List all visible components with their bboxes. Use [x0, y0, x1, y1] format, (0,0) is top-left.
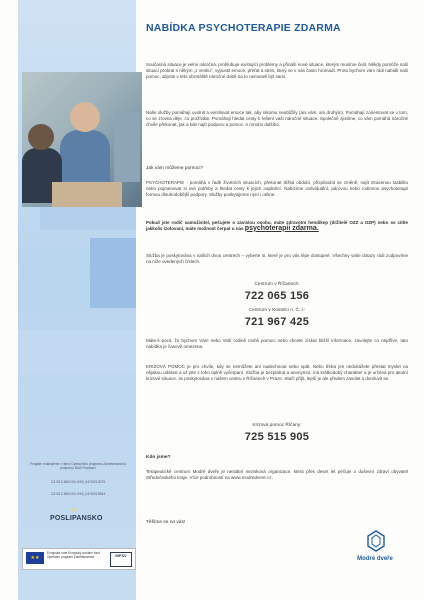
crisis-phone: 725 515 905 [244, 431, 310, 443]
partner-logo-icon: ✦ [70, 505, 78, 515]
crisis-paragraph: KRIZOVÁ POMOC je pro chvíle, kdy se nemůžete ani nadechnout nebo spát. Nebo třeba jen nedokážete přestat myslet na nějakou událost a už jste z toho úplně vyčerpaní. Služba je bezplatná a anonymní, má krátkodobý charakter a je určena pro akutní krizové situace. Je poskytována v našem centru v Říčanech v Praze. Stačí přijít, lepší je ale předem zavolat a domluvit se. [146, 364, 408, 381]
question-heading: Jak vám můžeme pomoci? [146, 166, 204, 171]
eligibility-paragraph [146, 220, 408, 232]
eu-logo-box [22, 548, 136, 570]
contact-paragraph: Máte-li pocit, že bychom Vám nebo Vaší rodině mohli pomoci nebo chcete získat bližší informace, zavolejte co nejdříve, tato nabídka je časově omezena. [146, 338, 408, 349]
about-heading: Kdo jsme? [146, 455, 171, 460]
mpsv-logo: MPSV [110, 552, 132, 567]
intro-paragraph: Současná situace je velmi náročná, prohlubuje existující problémy a přináší nové situace, kterým musíme čelit. Někdy pomůže naši situaci probrat s někým „z venku“, vypustit emoce, přeřat a stres, který se v nás často hromadí. Proto bychom vám rádi nabídli naši pomoc, abyste v této obzvláště náročné době na to nemuseli být sami. [146, 62, 408, 79]
center2-label: Centrum v Kostelci n. Č. l.: [248, 308, 306, 313]
org-logo-text: Modré dveře [357, 556, 393, 562]
free-therapy-link: psychoterapii zdarma. [244, 224, 319, 232]
org-logo [345, 528, 405, 568]
project-code: CZ.03.2.65/0.0/0.0/16_047/0015944 [50, 492, 106, 496]
project-code: CZ.03.2.65/0.0/0.0/16_047/0013079 [50, 480, 106, 484]
program-note: Program realizujeme v rámci Operačního programu Zaměstnanost s podporou MAS Posázaví [29, 462, 127, 471]
sidebar-block [18, 330, 136, 375]
partner-logo: POSLIPANSKO [50, 515, 103, 522]
center1-phone: 722 065 156 [244, 290, 310, 302]
psychotherapy-paragraph: PSYCHOTERAPIE - pomáhá v řadě životních situacích, překonat těžká období, přizpůsobit se změně, najít ztracenou stabilitu nebo pojmenovat si své potřeby a hledat cesty k jejich naplnění. Nabízíme individuální, párovou nebo rodinnou psychoterapii formou dlouhodobější podpory. Služby poskytujeme nyní i online. [146, 180, 408, 197]
services-paragraph: Naše služby pomáhají uvolnit a ventilovat emoce tak, aby nikomu neublížily (ani vám, ani druhým). Pomáhají zorientovat se v tom, co se zrovna děje, co prožíváte. Pomáhají hledat cesty k řešení vaší náročné situace. Společně zjistíme, co vám pomáhá náročné chvíle překonat, jak a kde najít podporu a pomoc. A mnoho dalšího. [146, 110, 408, 127]
eu-flag-icon: ★★ [26, 552, 44, 564]
page-title: NABÍDKA PSYCHOTERAPIE ZDARMA [146, 22, 341, 34]
about-paragraph: Terapeutické centrum Modré dveře je nestátní nezisková organizace, která přes deset let pečuje o duševní zdraví obyvatel Středočeského kraje. Více podrobností na www.modredvere.cz. [146, 469, 408, 480]
closing-text: Těšíme se na vás! [146, 520, 186, 525]
center1-label: Centrum v Říčanech: [254, 282, 300, 287]
sidebar-block [90, 238, 136, 308]
centers-paragraph: Služba je poskytována v našich dvou centrech – vyberte si, které je pro vás lépe dostupné. Všechny vaše dotazy rádi zodpovíme na níže uvedených číslech. [146, 253, 408, 264]
center2-phone: 721 967 425 [244, 316, 310, 328]
eligibility-text: Pokud jste rodič samoživitel, pečujete o závislou osobu, máte zdravotní hendikep (držitelé OZZ a OZP) nebo se cítíte jakkoliv izolovaní, máte možnost čerpat u nás [146, 220, 408, 231]
therapy-photo [22, 72, 142, 207]
door-logo-icon [365, 530, 387, 552]
eu-text: Evropská unie Evropský sociální fond Operační program Zaměstnanost [47, 551, 100, 559]
crisis-label: Krizová pomoc Říčany: [252, 423, 302, 428]
